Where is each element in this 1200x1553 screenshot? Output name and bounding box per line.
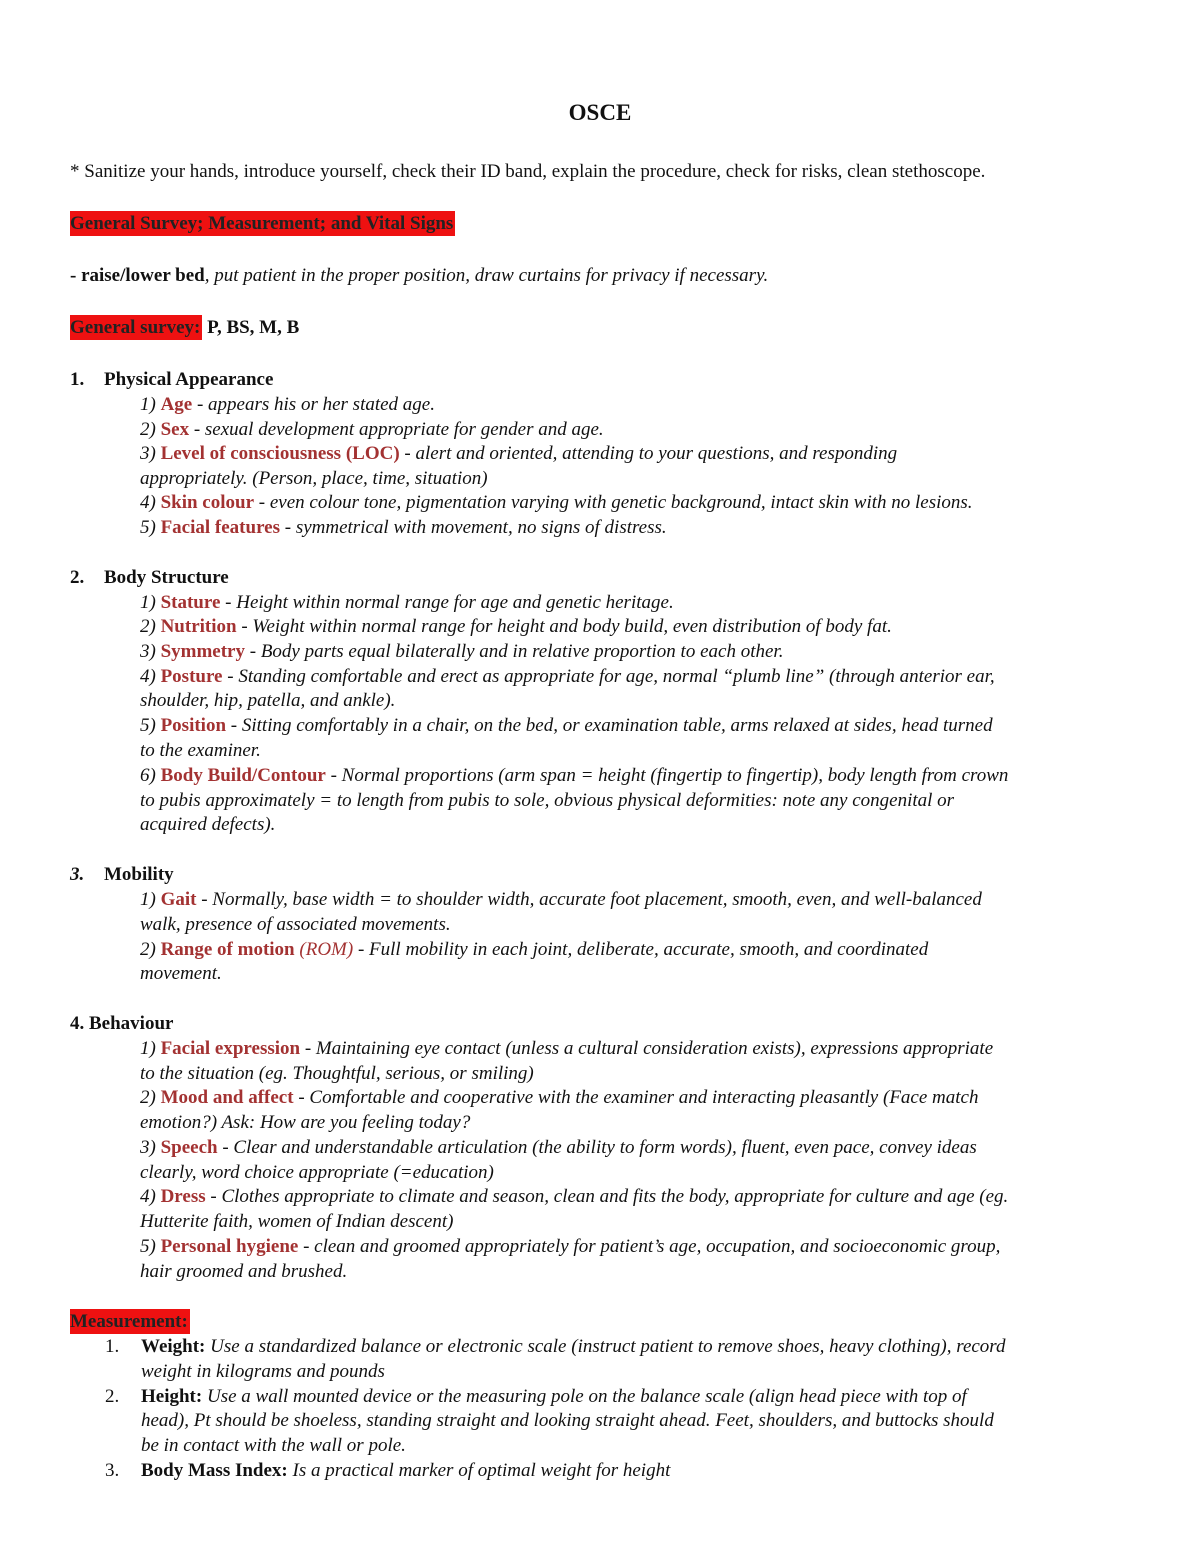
group-title: Mobility — [104, 864, 174, 885]
group-number: 4. — [70, 1013, 85, 1034]
group-number: 3. — [70, 864, 85, 885]
group-number: 1. — [70, 369, 85, 390]
measurement-continuation: weight in kilograms and pounds — [141, 1361, 385, 1382]
list-item: 1) Age - appears his or her stated age. — [140, 394, 435, 415]
page-title: OSCE — [568, 100, 632, 125]
list-item: 3) Level of consciousness (LOC) - alert and oriented, attending to your questions, and responding — [140, 443, 898, 464]
list-item: 6) Body Build/Contour - Normal proportions (arm span = height (fingertip to fingertip), body length from crown — [140, 765, 1009, 786]
group-title: Physical Appearance — [104, 369, 274, 390]
measurement-heading — [70, 1310, 190, 1334]
list-item: 3) Symmetry - Body parts equal bilaterally and in relative proportion to each other. — [140, 641, 784, 662]
intro-text: * Sanitize your hands, introduce yourself, check their ID band, explain the procedure, check for risks, clean stethoscope. — [70, 161, 986, 182]
bed-instruction — [70, 264, 768, 288]
group-heading — [70, 566, 229, 590]
list-item: 5) Personal hygiene - clean and groomed appropriately for patient’s age, occupation, and socioeconomic group, — [140, 1236, 1001, 1257]
general-survey-label: General survey: — [70, 317, 201, 338]
list-item-continuation: emotion?) Ask: How are you feeling today? — [140, 1112, 471, 1133]
section-heading — [70, 212, 455, 236]
list-item: 4) Dress - Clothes appropriate to climate and season, clean and fits the body, appropriate for culture and age (eg. — [140, 1186, 1009, 1207]
measurement-continuation: head), Pt should be shoeless, standing straight and looking straight ahead. Feet, shoulders, and buttocks should — [141, 1410, 994, 1431]
measurement-item: 2. Height: Use a wall mounted device or the measuring pole on the balance scale (align head piece with top of — [105, 1386, 967, 1407]
list-item-continuation: clearly, word choice appropriate (=education) — [140, 1162, 494, 1183]
list-item: 4) Posture - Standing comfortable and erect as appropriate for age, normal “plumb line” (through anterior ear, — [140, 666, 995, 687]
general-survey-abbrev: P, BS, M, B — [202, 317, 300, 338]
group-title: Body Structure — [104, 567, 229, 588]
list-item: 2) Nutrition - Weight within normal range for height and body build, even distribution of body fat. — [140, 616, 892, 637]
list-item: 1) Stature - Height within normal range for age and genetic heritage. — [140, 592, 674, 613]
list-item-continuation: to the examiner. — [140, 740, 261, 761]
general-survey-heading — [70, 316, 299, 340]
list-item: 2) Sex - sexual development appropriate for gender and age. — [140, 419, 604, 440]
list-item: 2) Mood and affect - Comfortable and cooperative with the examiner and interacting pleasantly (Face match — [140, 1087, 979, 1108]
group-heading — [70, 863, 174, 887]
group-number: 2. — [70, 567, 85, 588]
list-item: 3) Speech - Clear and understandable articulation (the ability to form words), fluent, even pace, convey ideas — [140, 1137, 977, 1158]
list-item: 2) Range of motion (ROM) - Full mobility in each joint, deliberate, accurate, smooth, and coordinated — [140, 939, 929, 960]
list-item: 1) Facial expression - Maintaining eye contact (unless a cultural consideration exists), expressions appropriate — [140, 1038, 994, 1059]
list-item-continuation: to pubis approximately = to length from pubis to sole, obvious physical deformities: note any congenital or — [140, 790, 955, 811]
list-item-continuation: walk, presence of associated movements. — [140, 914, 451, 935]
measurement-item: 3. Body Mass Index: Is a practical marker of optimal weight for height — [105, 1460, 671, 1481]
list-item-continuation: movement. — [140, 963, 222, 984]
group-title: Behaviour — [89, 1013, 174, 1034]
list-item: 4) Skin colour - even colour tone, pigmentation varying with genetic background, intact skin with no lesions. — [140, 492, 973, 513]
bed-instruction-bold: - raise/lower bed — [70, 265, 205, 286]
section-heading-label: General Survey; Measurement; and Vital Signs — [70, 213, 454, 234]
list-item: 5) Facial features - symmetrical with movement, no signs of distress. — [140, 517, 667, 538]
bed-instruction-rest: , put patient in the proper position, draw curtains for privacy if necessary. — [204, 265, 769, 286]
list-item: 5) Position - Sitting comfortably in a chair, on the bed, or examination table, arms relaxed at sides, head turned — [140, 715, 993, 736]
list-item-continuation: Hutterite faith, women of Indian descent) — [140, 1211, 454, 1232]
list-item: 1) Gait - Normally, base width = to shoulder width, accurate foot placement, smooth, even, and well-balanced — [140, 889, 982, 910]
list-item-continuation: to the situation (eg. Thoughtful, serious, or smiling) — [140, 1063, 534, 1084]
list-item-continuation: appropriately. (Person, place, time, situation) — [140, 468, 488, 489]
measurement-continuation: be in contact with the wall or pole. — [141, 1435, 406, 1456]
list-item-continuation: shoulder, hip, patella, and ankle). — [140, 690, 396, 711]
measurement-label: Measurement: — [70, 1311, 188, 1332]
list-item-continuation: acquired defects). — [140, 814, 276, 835]
group-heading — [70, 1012, 173, 1036]
group-heading — [70, 368, 273, 392]
measurement-item: 1. Weight: Use a standardized balance or electronic scale (instruct patient to remove shoes, heavy clothing), record — [105, 1336, 1006, 1357]
list-item-continuation: hair groomed and brushed. — [140, 1261, 348, 1282]
